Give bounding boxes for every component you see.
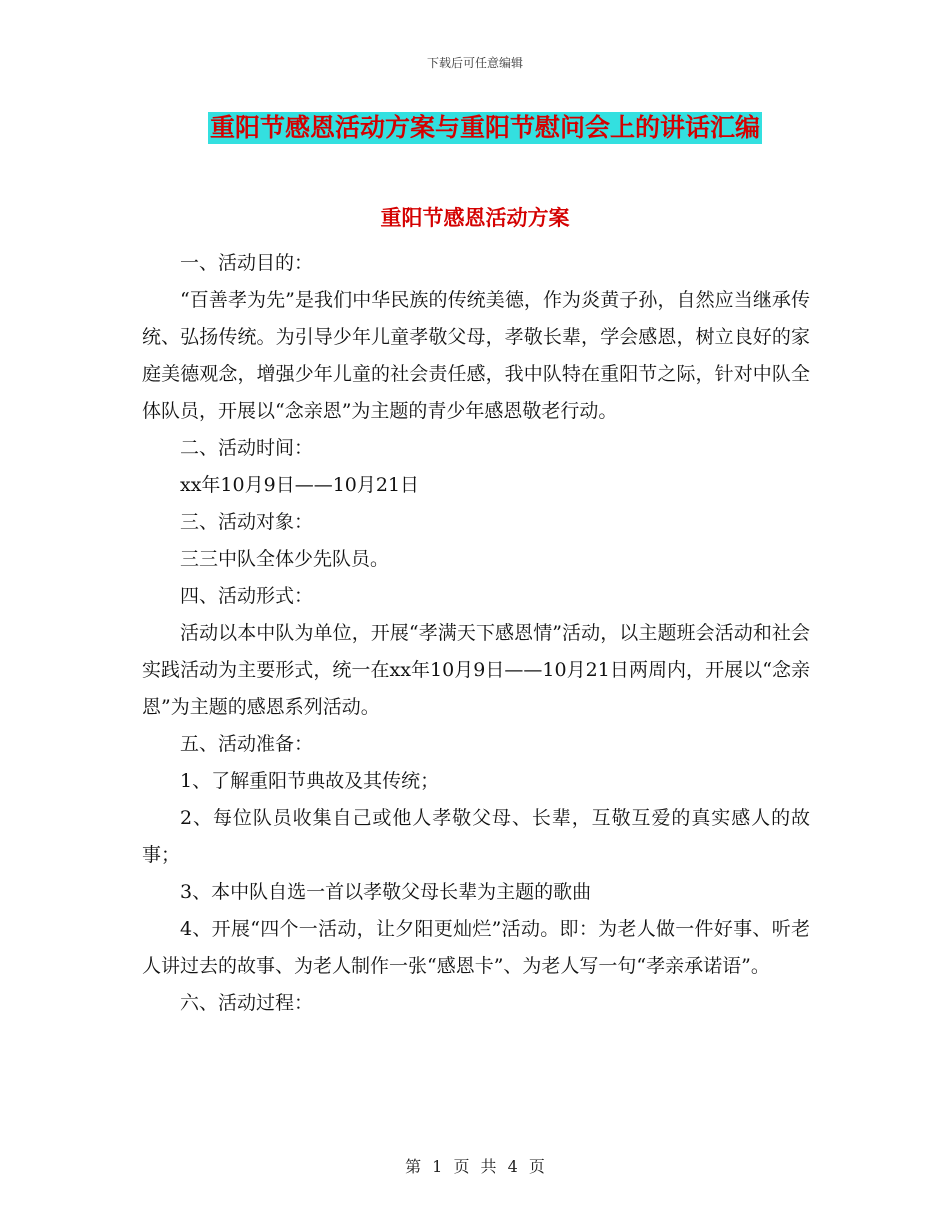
paragraph: 4、开展“四个一活动，让夕阳更灿烂”活动。即：为老人做一件好事、听老人讲过去的故事、为老人制作一张“感恩卡”、为老人写一句“孝亲承诺语”。 (142, 918, 810, 977)
paragraph: 六、活动过程： (180, 992, 314, 1014)
paragraph: 3、本中队自选一首以孝敬父母长辈为主题的歌曲 (180, 881, 592, 903)
paragraph: 2、每位队员收集自己或他人孝敬父母、长辈，互敬互爱的真实感人的故事； (142, 807, 810, 866)
section-title: 重阳节感恩活动方案 (380, 205, 570, 230)
document-body (142, 245, 810, 1022)
paragraph: 四、活动形式： (180, 585, 314, 607)
paragraph: 三、活动对象： (180, 511, 314, 533)
page-footer: 第 1 页 共 4 页 (405, 1157, 545, 1176)
document-title: 重阳节感恩活动方案与重阳节慰问会上的讲话汇编 (210, 113, 761, 142)
paragraph: xx年10月9日——10月21日 (180, 474, 420, 496)
paragraph: 活动以本中队为单位，开展“孝满天下感恩情”活动，以主题班会活动和社会实践活动为主要形式，统一在xx年10月9日——10月21日两周内，开展以“念亲恩”为主题的感恩系列活动。 (142, 622, 810, 718)
paragraph: 1、了解重阳节典故及其传统； (180, 770, 440, 792)
paragraph: “百善孝为先”是我们中华民族的传统美德，作为炎黄子孙，自然应当继承传统、弘扬传统。为引导少年儿童孝敬父母，孝敬长辈，学会感恩，树立良好的家庭美德观念，增强少年儿童的社会责任感，我中队特在重阳节之际，针对中队全体队员，开展以“念亲恩”为主题的青少年感恩敬老行动。 (142, 289, 810, 422)
paragraph: 五、活动准备： (180, 733, 314, 755)
paragraph: 三三中队全体少先队员。 (180, 548, 390, 570)
paragraph: 一、活动目的： (180, 252, 314, 274)
paragraph: 二、活动时间： (180, 437, 314, 459)
page-header-note: 下载后可任意编辑 (426, 56, 523, 70)
